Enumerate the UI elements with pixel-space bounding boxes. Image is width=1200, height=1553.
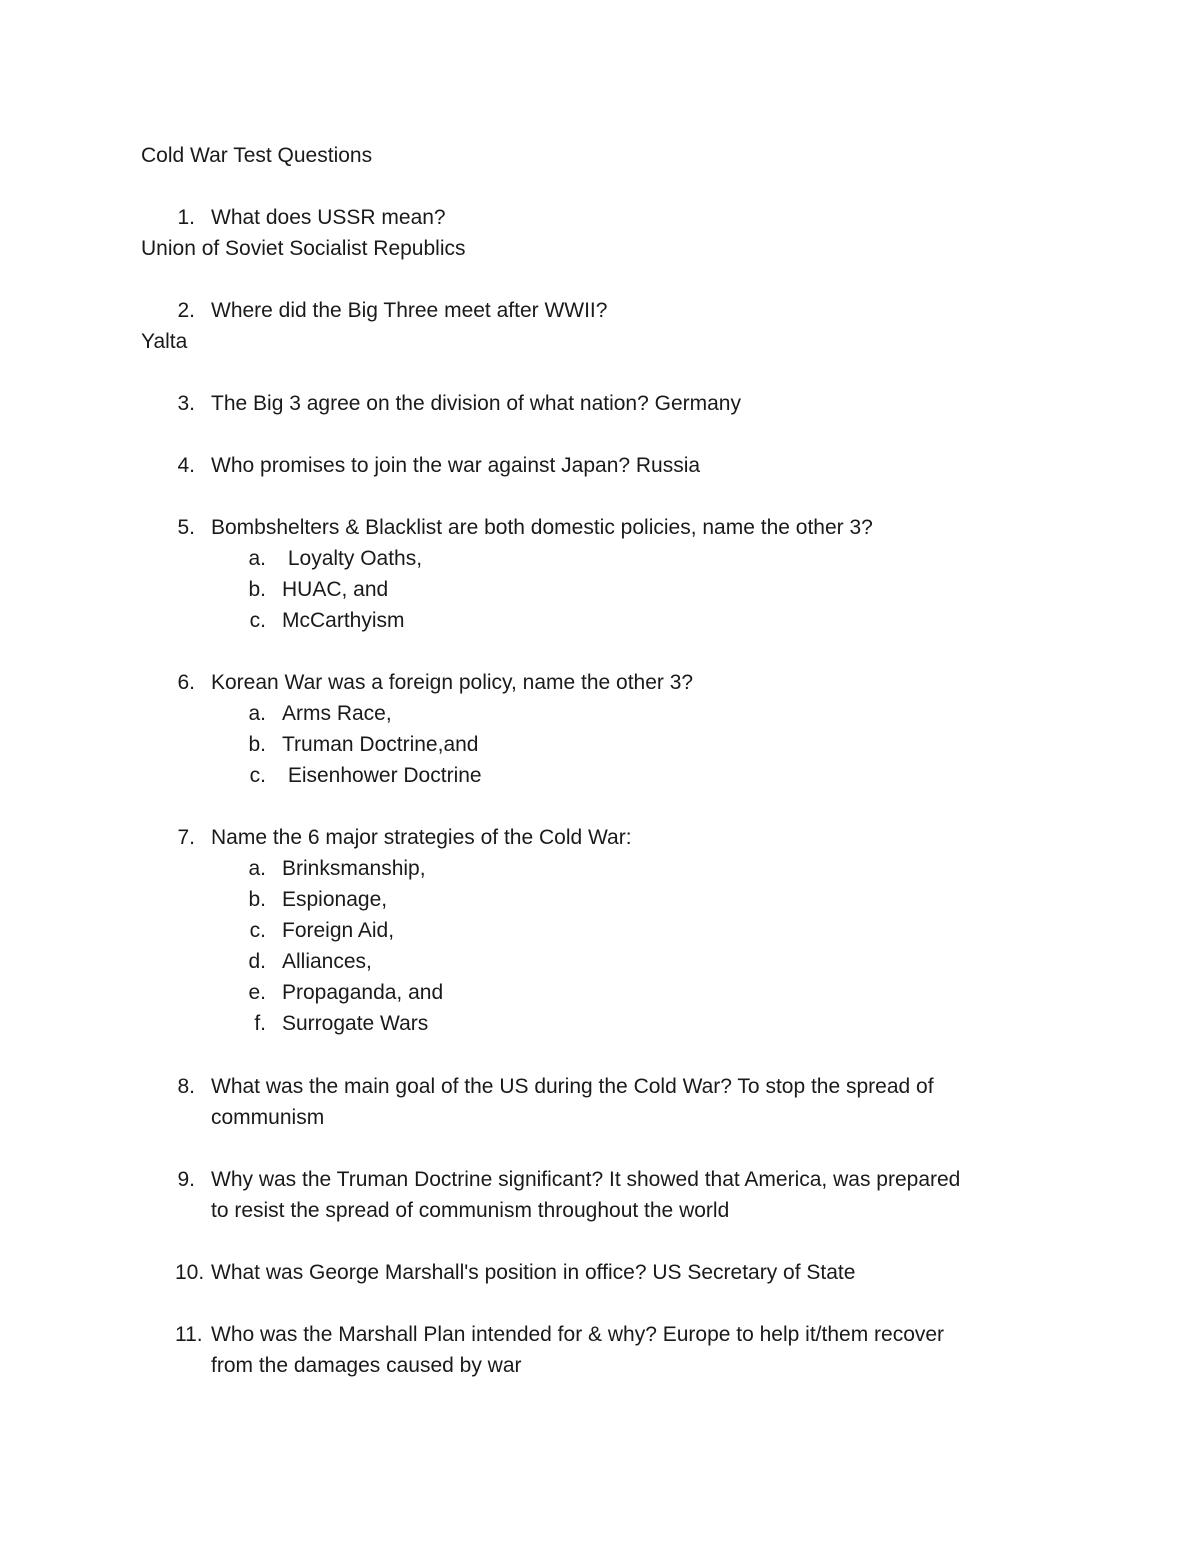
list-number: 9. bbox=[177, 1168, 195, 1191]
list-letter: b. bbox=[248, 578, 266, 601]
list-letter: c. bbox=[249, 609, 266, 632]
sub-item-text: Alliances, bbox=[282, 950, 372, 973]
list-letter: f. bbox=[254, 1012, 266, 1035]
question-text: What was the main goal of the US during the Cold War? To stop the spread of bbox=[211, 1075, 934, 1098]
list-number: 1. bbox=[177, 206, 195, 229]
answer-2: Yalta bbox=[141, 330, 188, 353]
list-letter: a. bbox=[248, 547, 266, 570]
list-number: 10. bbox=[175, 1261, 205, 1284]
question-11-continued: from the damages caused by war bbox=[211, 1354, 522, 1377]
list-number: 4. bbox=[177, 454, 195, 477]
question-8-continued: communism bbox=[211, 1106, 325, 1129]
list-letter: d. bbox=[248, 950, 266, 973]
answer-1: Union of Soviet Socialist Republics bbox=[141, 237, 466, 260]
sub-item-text: Eisenhower Doctrine bbox=[282, 764, 482, 787]
sub-item-text: HUAC, and bbox=[282, 578, 389, 601]
sub-item-text: Propaganda, and bbox=[282, 981, 444, 1004]
list-letter: e. bbox=[248, 981, 266, 1004]
sub-item-text: McCarthyism bbox=[282, 609, 405, 632]
sub-item-text: Foreign Aid, bbox=[282, 919, 395, 942]
question-text: Who was the Marshall Plan intended for & why? Europe to help it/them recover bbox=[211, 1323, 945, 1346]
question-text: Name the 6 major strategies of the Cold War: bbox=[211, 826, 632, 849]
document-title: Cold War Test Questions bbox=[141, 144, 373, 167]
sub-item-text: Brinksmanship, bbox=[282, 857, 426, 880]
sub-item-text: Loyalty Oaths, bbox=[282, 547, 423, 570]
list-number: 6. bbox=[177, 671, 195, 694]
question-text: The Big 3 agree on the division of what nation? Germany bbox=[211, 392, 741, 415]
question-text: Who promises to join the war against Japan? Russia bbox=[211, 454, 701, 477]
question-text: Why was the Truman Doctrine significant? It showed that America, was prepared bbox=[211, 1168, 961, 1191]
list-number: 2. bbox=[177, 299, 195, 322]
sub-item-text: Espionage, bbox=[282, 888, 388, 911]
question-text: What was George Marshall's position in office? US Secretary of State bbox=[211, 1261, 856, 1284]
question-text: Where did the Big Three meet after WWII? bbox=[211, 299, 608, 322]
question-text: Bombshelters & Blacklist are both domestic policies, name the other 3? bbox=[211, 516, 873, 539]
list-letter: a. bbox=[248, 857, 266, 880]
list-letter: a. bbox=[248, 702, 266, 725]
list-number: 7. bbox=[177, 826, 195, 849]
question-9-continued: to resist the spread of communism throughout the world bbox=[211, 1199, 730, 1222]
list-number: 8. bbox=[177, 1075, 195, 1098]
list-letter: b. bbox=[248, 733, 266, 756]
list-letter: c. bbox=[249, 919, 266, 942]
list-letter: c. bbox=[249, 764, 266, 787]
sub-item-text: Truman Doctrine,and bbox=[282, 733, 479, 756]
sub-item-text: Surrogate Wars bbox=[282, 1012, 429, 1035]
question-text: Korean War was a foreign policy, name the other 3? bbox=[211, 671, 694, 694]
list-letter: b. bbox=[248, 888, 266, 911]
question-text: What does USSR mean? bbox=[211, 206, 446, 229]
sub-item-text: Arms Race, bbox=[282, 702, 392, 725]
list-number: 3. bbox=[177, 392, 195, 415]
list-number: 5. bbox=[177, 516, 195, 539]
list-number: 11. bbox=[175, 1323, 203, 1346]
